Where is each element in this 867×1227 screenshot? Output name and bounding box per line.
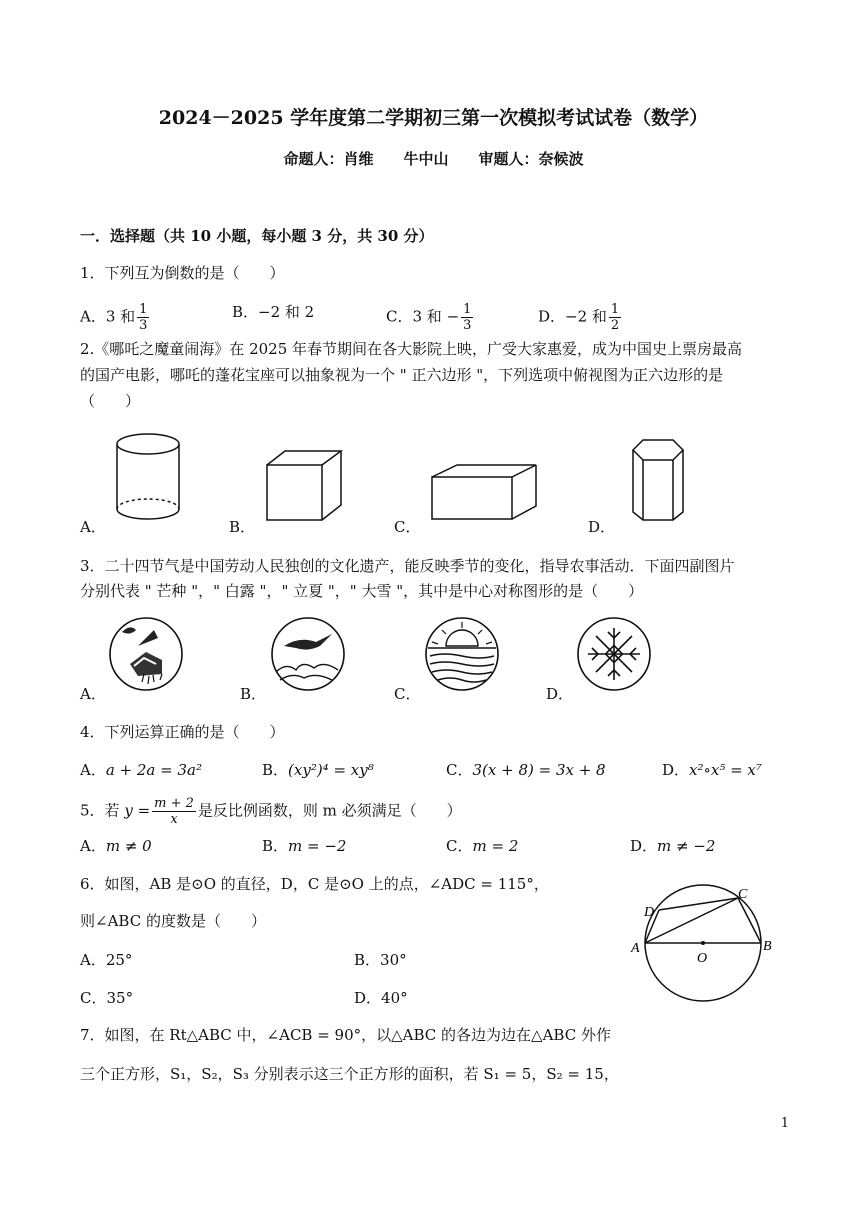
q1-option-a[interactable] xyxy=(80,302,151,333)
option-label: B． xyxy=(354,951,381,969)
page-title: 2024－2025 学年度第二学期初三第一次模拟考试试卷（数学） xyxy=(158,107,709,129)
option-text: m ≠ 0 xyxy=(105,837,152,855)
option-text: m = −2 xyxy=(288,837,347,855)
q2-option-c[interactable]: C． xyxy=(394,518,421,536)
label-b: B xyxy=(763,939,772,954)
option-text: 3 和 − xyxy=(412,307,460,326)
hexagonal-prism-icon xyxy=(631,438,691,528)
numerator: 1 xyxy=(463,302,472,317)
option-text: 40° xyxy=(381,989,408,1007)
option-text: m = 2 xyxy=(472,837,519,855)
q5-option-d[interactable] xyxy=(630,836,715,856)
option-label: D． xyxy=(662,761,690,779)
q4-option-c[interactable] xyxy=(446,760,606,780)
q1-option-b[interactable] xyxy=(232,302,314,322)
q6-option-c[interactable] xyxy=(80,988,133,1008)
q5-option-a[interactable] xyxy=(80,836,152,856)
option-text: −2 和 2 xyxy=(258,303,315,321)
label-o: O xyxy=(697,951,708,966)
numerator: m + 2 xyxy=(154,796,194,811)
option-label: C． xyxy=(80,989,107,1007)
q5-suffix: 是反比例函数，则 m 必须满足（ ） xyxy=(197,801,462,820)
q3-option-a[interactable]: A． xyxy=(80,685,106,703)
q2-stem-line1: 2.《哪吒之魔童闹海》在 2025 年春节期间在各大影院上映，广受大家惠爱，成为中国史上票房最高 xyxy=(80,340,743,358)
q6-stem-line2: 则∠ABC 的度数是（ ） xyxy=(80,912,266,930)
option-text: 3 和 xyxy=(105,307,136,326)
option-text: 35° xyxy=(106,989,134,1007)
denominator: 3 xyxy=(139,318,148,333)
daxue-snowflake-icon xyxy=(576,616,656,696)
q5-option-b[interactable] xyxy=(262,836,346,856)
authors-line: 命题人：肖维 牛中山 审题人：奈候波 xyxy=(283,150,584,168)
denominator: 3 xyxy=(463,318,472,333)
option-text: m ≠ −2 xyxy=(657,837,716,855)
circle-geometry-figure xyxy=(626,884,786,1004)
q5-y-equals: y = xyxy=(124,801,151,820)
label-d: D xyxy=(644,905,655,920)
option-label: D． xyxy=(630,837,658,855)
q6-stem-line1: 6．如图，AB 是⊙O 的直径，D，C 是⊙O 上的点，∠ADC = 115°， xyxy=(80,875,549,893)
denominator: x xyxy=(170,812,178,827)
cylinder-icon xyxy=(112,434,192,524)
fraction xyxy=(152,796,196,827)
q4-option-a[interactable] xyxy=(80,760,202,780)
cube-icon xyxy=(265,449,355,529)
option-label: D． xyxy=(538,307,566,326)
lixia-icon xyxy=(424,616,504,696)
q6-option-a[interactable] xyxy=(80,950,132,970)
q7-stem-line1: 7．如图，在 Rt△ABC 中，∠ACB = 90°，以△ABC 的各边为边在△ABC 外作 xyxy=(80,1026,611,1044)
option-label: A． xyxy=(80,761,106,779)
q7-stem-line2: 三个正方形，S₁，S₂，S₃ 分别表示这三个正方形的面积，若 S₁ = 5，S₂ = 15， xyxy=(80,1065,619,1083)
section-heading: 一．选择题（共 10 小题，每小题 3 分，共 30 分） xyxy=(80,227,434,245)
numerator: 1 xyxy=(139,302,148,317)
q4-stem: 4．下列运算正确的是（ ） xyxy=(80,723,285,741)
option-text: a + 2a = 3a² xyxy=(105,761,202,779)
q5-stem xyxy=(80,796,462,827)
option-label: B． xyxy=(262,761,289,779)
option-label: B． xyxy=(262,837,289,855)
option-text: −2 和 xyxy=(565,307,607,326)
q3-stem-line2: 分别代表 " 芒种 "，" 白露 "，" 立夏 "，" 大雪 "，其中是中心对称图形的是（ ） xyxy=(80,582,644,600)
q1-stem: 1．下列互为倒数的是（ ） xyxy=(80,264,285,282)
option-label: C． xyxy=(386,307,413,326)
cuboid-icon xyxy=(430,463,550,533)
q3-option-d[interactable]: D． xyxy=(546,685,574,703)
q3-option-b[interactable]: B． xyxy=(240,685,267,703)
q5-option-c[interactable] xyxy=(446,836,518,856)
q2-stem-line3: （ ） xyxy=(80,392,141,410)
fraction xyxy=(461,302,473,333)
q4-option-b[interactable] xyxy=(262,760,374,780)
q2-option-a[interactable]: A． xyxy=(80,518,106,536)
q3-stem-line1: 3．二十四节气是中国劳动人民独创的文化遗产，能反映季节的变化，指导农事活动．下面四副图片 xyxy=(80,557,735,575)
numerator: 1 xyxy=(610,302,620,317)
option-text: x²∘x⁵ = x⁷ xyxy=(689,761,762,779)
option-label: D． xyxy=(354,989,382,1007)
label-a: A xyxy=(631,941,640,956)
option-label: C． xyxy=(446,837,473,855)
q3-option-c[interactable]: C． xyxy=(394,685,421,703)
option-text: (xy²)⁴ = xy⁸ xyxy=(288,761,374,779)
option-text: 25° xyxy=(105,951,133,969)
fraction xyxy=(609,302,621,333)
q1-option-d[interactable] xyxy=(538,302,623,333)
q2-option-d[interactable]: D． xyxy=(588,518,616,536)
label-c: C xyxy=(738,887,748,902)
option-text: 3(x + 8) = 3x + 8 xyxy=(472,761,606,779)
q1-option-c[interactable] xyxy=(386,302,475,333)
option-label: A． xyxy=(80,837,106,855)
q6-option-b[interactable] xyxy=(354,950,407,970)
q4-option-d[interactable] xyxy=(662,760,762,780)
denominator: 2 xyxy=(610,318,620,333)
mangzhong-icon xyxy=(108,616,188,696)
option-label: B． xyxy=(232,303,259,321)
q2-option-b[interactable]: B． xyxy=(229,518,256,536)
fraction xyxy=(137,302,149,333)
page-number: 1 xyxy=(780,1116,789,1131)
option-label: A． xyxy=(80,951,106,969)
option-label: A． xyxy=(80,307,106,326)
q5-prefix: 5．若 xyxy=(80,801,120,820)
q2-stem-line2: 的国产电影，哪吒的蓬花宝座可以抽象视为一个 " 正六边形 "，下列选项中俯视图为正六边形的是 xyxy=(80,366,724,384)
option-label: C． xyxy=(446,761,473,779)
q6-option-d[interactable] xyxy=(354,988,408,1008)
bailu-icon xyxy=(270,616,350,696)
option-text: 30° xyxy=(380,951,407,969)
